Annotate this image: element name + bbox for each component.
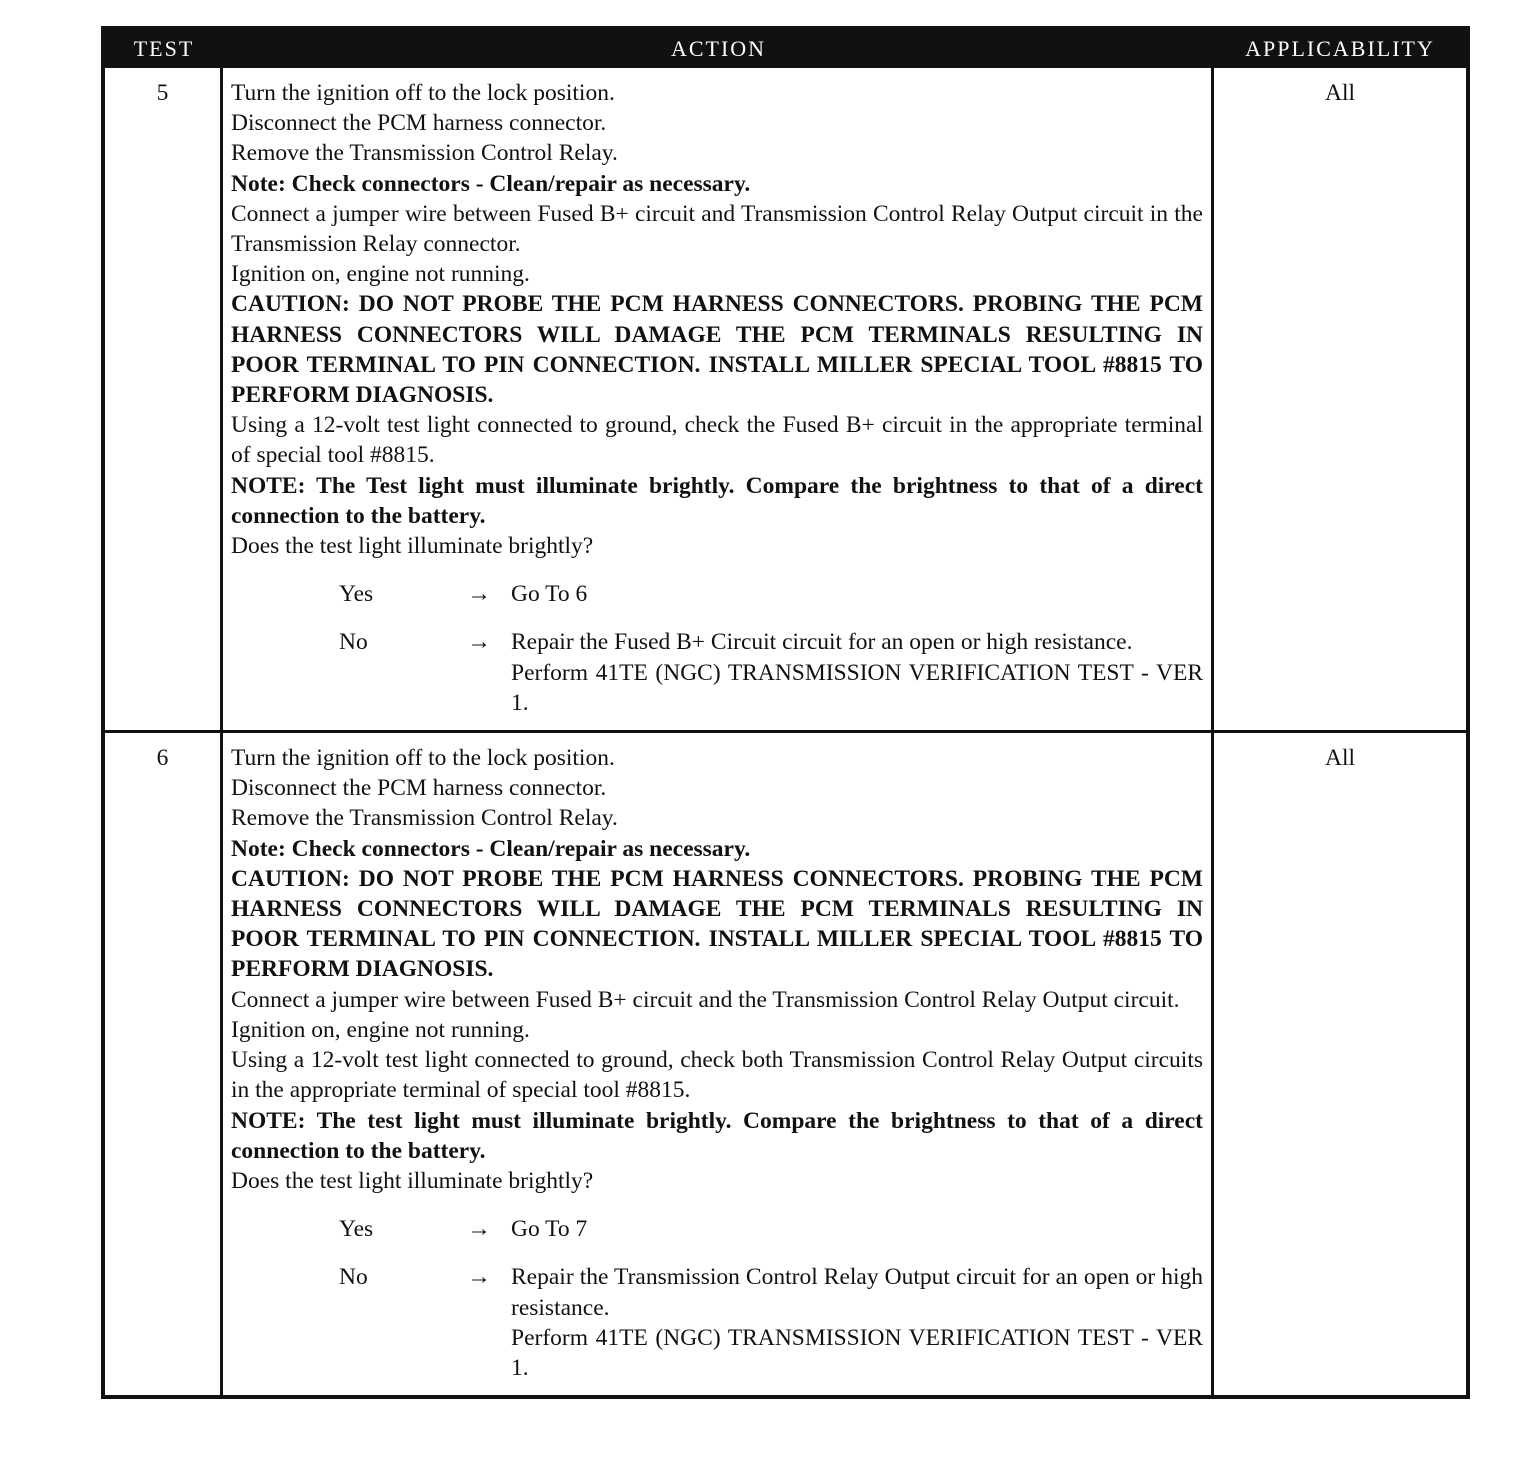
answer-label: Yes — [339, 1216, 374, 1243]
action-step: Disconnect the PCM harness connector. — [231, 110, 607, 137]
table-row — [105, 68, 1466, 730]
action-step: Connect a jumper wire between Fused B+ circuit and Transmission Control Relay Output circuit in the Transmission Relay connector. — [231, 200, 1203, 258]
applicability-cell: All — [1324, 80, 1356, 106]
arrow-right-icon: → — [467, 1264, 491, 1291]
answer-yes — [231, 1214, 1203, 1244]
test-number: 5 — [105, 68, 223, 730]
answer-no — [231, 1262, 1203, 1383]
header-test: TEST — [133, 36, 195, 61]
header-applicability: APPLICABILITY — [1245, 36, 1435, 61]
action-note: Note: Check connectors - Clean/repair as necessary. — [231, 170, 751, 197]
table-body — [105, 68, 1466, 1395]
answer-no — [231, 627, 1203, 718]
action-step: Remove the Transmission Control Relay. — [231, 805, 618, 832]
action-step: Turn the ignition off to the lock position. — [231, 745, 615, 772]
action-step: Turn the ignition off to the lock position. — [231, 80, 615, 106]
action-cell — [223, 68, 1214, 730]
table-row — [105, 730, 1466, 1395]
result-line: Perform 41TE (NGC) TRANSMISSION VERIFICATION TEST - VER 1. — [511, 659, 1203, 716]
action-note: CAUTION: DO NOT PROBE THE PCM HARNESS CONNECTORS. PROBING THE PCM HARNESS CONNECTORS WILL DAMAGE THE PCM TERMINALS RESULTING IN POOR TERMINAL TO PIN CONNECTION. INSTALL MILLER SPECIAL TOOL #8815 TO PERFORM DIAGNOSIS. — [231, 865, 1203, 983]
table-header — [105, 30, 1466, 68]
action-step: Connect a jumper wire between Fused B+ circuit and the Transmission Control Relay Output circuit. — [231, 986, 1180, 1013]
action-step: Does the test light illuminate brightly? — [231, 533, 594, 560]
answer-label: No — [339, 1264, 368, 1291]
answer-result — [503, 627, 1203, 718]
answer-label: Yes — [339, 581, 374, 608]
applicability-cell: All — [1324, 745, 1356, 772]
result-line: Perform 41TE (NGC) TRANSMISSION VERIFICATION TEST - VER 1. — [511, 1324, 1203, 1381]
action-step: Does the test light illuminate brightly? — [231, 1167, 594, 1194]
action-cell — [223, 733, 1214, 1395]
action-note: CAUTION: DO NOT PROBE THE PCM HARNESS CONNECTORS. PROBING THE PCM HARNESS CONNECTORS WILL DAMAGE THE PCM TERMINALS RESULTING IN POOR TERMINAL TO PIN CONNECTION. INSTALL MILLER SPECIAL TOOL #8815 TO PERFORM DIAGNOSIS. — [231, 291, 1203, 409]
arrow-right-icon: → — [467, 581, 491, 608]
action-step: Ignition on, engine not running. — [231, 261, 530, 288]
answer-result: Go To 6 — [511, 581, 588, 608]
action-step: Using a 12-volt test light connected to ground, check the Fused B+ circuit in the appropriate terminal of special tool #8815. — [231, 412, 1203, 469]
answer-yes — [231, 579, 1203, 609]
diagnostic-table — [101, 26, 1470, 1399]
action-note: NOTE: The test light must illuminate brightly. Compare the brightness to that of a direct connection to the battery. — [231, 1107, 1203, 1164]
action-step: Ignition on, engine not running. — [231, 1016, 530, 1043]
test-number: 6 — [105, 733, 223, 1395]
result-line: Repair the Transmission Control Relay Output circuit for an open or high resistance. — [511, 1264, 1203, 1321]
arrow-right-icon: → — [467, 1216, 491, 1243]
answer-label: No — [339, 629, 368, 656]
action-step: Disconnect the PCM harness connector. — [231, 775, 607, 802]
action-note: Note: Check connectors - Clean/repair as necessary. — [231, 835, 751, 862]
action-step: Remove the Transmission Control Relay. — [231, 140, 618, 167]
result-line: Repair the Fused B+ Circuit circuit for an open or high resistance. — [511, 629, 1133, 656]
answer-result: Go To 7 — [511, 1216, 588, 1243]
action-note: NOTE: The Test light must illuminate brightly. Compare the brightness to that of a direct connection to the battery. — [231, 472, 1203, 529]
header-action: ACTION — [670, 36, 767, 61]
answer-result — [503, 1262, 1203, 1383]
action-step: Using a 12-volt test light connected to ground, check both Transmission Control Relay Output circuits in the appropriate terminal of special tool #8815. — [231, 1047, 1203, 1104]
arrow-right-icon: → — [467, 629, 491, 656]
